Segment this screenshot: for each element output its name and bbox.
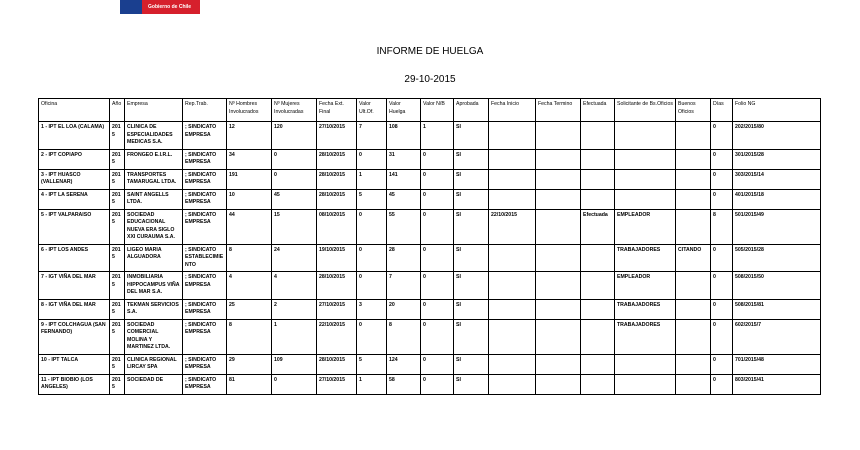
table-cell: 0 <box>357 319 387 354</box>
column-header: Aprobada <box>454 99 489 122</box>
table-cell: 1 <box>421 122 454 150</box>
table-cell: 124 <box>387 354 421 374</box>
table-cell <box>489 299 536 319</box>
table-row <box>39 319 821 354</box>
table-cell: 22/10/2015 <box>317 319 357 354</box>
table-cell: 0 <box>711 374 733 394</box>
table-cell: 4 - IPT LA SERENA <box>39 189 110 209</box>
table-cell: 2015 <box>110 149 125 169</box>
table-cell: 28 <box>387 244 421 272</box>
table-cell: 15 <box>272 209 317 244</box>
table-cell: 0 <box>421 272 454 300</box>
table-row <box>39 189 821 209</box>
table-cell: ; SINDICATO EMPRESA <box>183 374 227 394</box>
column-header: Fecha Inicio <box>489 99 536 122</box>
table-cell: 401/2015/18 <box>733 189 821 209</box>
table-cell <box>615 374 676 394</box>
table-cell: SOCIEDAD EDUCACIONAL NUEVA ERA SIGLO XXI CURAUMA S.A. <box>125 209 183 244</box>
table-row <box>39 272 821 300</box>
table-cell: EMPLEADOR <box>615 272 676 300</box>
table-cell: CLINICA REGIONAL LIRCAY SPA <box>125 354 183 374</box>
table-cell <box>615 122 676 150</box>
table-cell: INMOBILIARIA HIPPOCAMPUS VIÑA DEL MAR S.A. <box>125 272 183 300</box>
table-cell <box>489 189 536 209</box>
table-cell: 24 <box>272 244 317 272</box>
table-cell: SI <box>454 299 489 319</box>
table-cell: ; SINDICATO EMPRESA <box>183 169 227 189</box>
table-cell: 34 <box>227 149 272 169</box>
table-cell: 2015 <box>110 189 125 209</box>
table-cell: FRONGEO E.I.R.L. <box>125 149 183 169</box>
table-cell: 0 <box>357 244 387 272</box>
table-cell: 9 - IPT COLCHAGUA (SAN FERNANDO) <box>39 319 110 354</box>
table-cell: 12 <box>227 122 272 150</box>
table-cell: 2015 <box>110 209 125 244</box>
table-cell <box>581 299 615 319</box>
table-cell: 602/2015/7 <box>733 319 821 354</box>
table-cell: 58 <box>387 374 421 394</box>
table-cell: 44 <box>227 209 272 244</box>
table-cell: ; SINDICATO EMPRESA <box>183 122 227 150</box>
table-cell <box>536 272 581 300</box>
table-cell: ; SINDICATO EMPRESA <box>183 354 227 374</box>
table-cell: 4 <box>227 272 272 300</box>
table-cell: TRABAJADORES <box>615 319 676 354</box>
column-header: Nº Hombres Involucrados <box>227 99 272 122</box>
table-cell: 0 <box>421 189 454 209</box>
table-cell <box>581 122 615 150</box>
table-cell: 0 <box>711 244 733 272</box>
table-cell <box>581 272 615 300</box>
gobierno-logo <box>120 0 200 14</box>
table-cell <box>536 122 581 150</box>
table-cell: 0 <box>357 272 387 300</box>
table-cell <box>536 149 581 169</box>
table-row <box>39 244 821 272</box>
table-cell: SI <box>454 272 489 300</box>
table-cell: ; SINDICATO EMPRESA <box>183 149 227 169</box>
table-cell: 27/10/2015 <box>317 374 357 394</box>
column-header: Buenos Oficios <box>676 99 711 122</box>
table-cell: 191 <box>227 169 272 189</box>
table-cell: 19/10/2015 <box>317 244 357 272</box>
table-cell: 08/10/2015 <box>317 209 357 244</box>
table-cell: 7 - IGT VIÑA DEL MAR <box>39 272 110 300</box>
table-cell: 0 <box>421 374 454 394</box>
table-cell: 1 <box>357 374 387 394</box>
table-cell: SOCIEDAD DE <box>125 374 183 394</box>
table-cell: TRABAJADORES <box>615 299 676 319</box>
table-cell: 0 <box>421 209 454 244</box>
column-header: Año <box>110 99 125 122</box>
logo-text: Gobierno de Chile <box>148 4 192 10</box>
table-cell <box>581 319 615 354</box>
table-cell: 5 <box>357 189 387 209</box>
table-body <box>39 122 821 395</box>
table-cell: 108 <box>387 122 421 150</box>
table-cell <box>489 244 536 272</box>
table-cell: 27/10/2015 <box>317 299 357 319</box>
table-cell <box>676 169 711 189</box>
column-header: Valor Ult.Of. <box>357 99 387 122</box>
table-cell: 505/2015/28 <box>733 244 821 272</box>
table-cell: 22/10/2015 <box>489 209 536 244</box>
table-row <box>39 209 821 244</box>
table-cell: 0 <box>711 189 733 209</box>
table-cell: 0 <box>711 149 733 169</box>
column-header: Rep.Trab. <box>183 99 227 122</box>
table-cell: 0 <box>357 149 387 169</box>
table-cell: 0 <box>421 299 454 319</box>
table-cell <box>676 122 711 150</box>
table-cell: 0 <box>421 169 454 189</box>
table-cell: EMPLEADOR <box>615 209 676 244</box>
table-cell <box>581 149 615 169</box>
column-header: Efectuada <box>581 99 615 122</box>
table-cell <box>615 189 676 209</box>
table-cell: 29 <box>227 354 272 374</box>
table-cell: ; SINDICATO EMPRESA <box>183 189 227 209</box>
table-row <box>39 374 821 394</box>
table-cell: TRABAJADORES <box>615 244 676 272</box>
table-cell: 10 <box>227 189 272 209</box>
table-cell: 0 <box>421 354 454 374</box>
table-cell: SI <box>454 354 489 374</box>
table-row <box>39 354 821 374</box>
table-cell: 508/2015/50 <box>733 272 821 300</box>
table-cell: 8 - IGT VIÑA DEL MAR <box>39 299 110 319</box>
table-cell: SI <box>454 149 489 169</box>
column-header: Folio NG <box>733 99 821 122</box>
table-cell: ; SINDICATO EMPRESA <box>183 272 227 300</box>
table-cell: 8 <box>227 244 272 272</box>
table-row <box>39 299 821 319</box>
table-cell: 2015 <box>110 354 125 374</box>
table-cell: LIGEO MARIA ALGUADORA <box>125 244 183 272</box>
table-cell: 45 <box>272 189 317 209</box>
table-cell: 1 <box>272 319 317 354</box>
table-cell: TRANSPORTES TAMARUGAL LTDA. <box>125 169 183 189</box>
table-cell: 301/2015/28 <box>733 149 821 169</box>
table-cell: 0 <box>711 272 733 300</box>
table-cell: 2015 <box>110 299 125 319</box>
table-cell <box>536 189 581 209</box>
table-cell: 141 <box>387 169 421 189</box>
column-header: Empresa <box>125 99 183 122</box>
table-cell: Efectuada <box>581 209 615 244</box>
table-cell: ; SINDICATO EMPRESA <box>183 319 227 354</box>
table-cell <box>676 354 711 374</box>
table-cell <box>489 319 536 354</box>
table-cell: 20 <box>387 299 421 319</box>
table-cell <box>489 122 536 150</box>
table-cell: 6 - IPT LOS ANDES <box>39 244 110 272</box>
table-cell <box>536 354 581 374</box>
table-cell <box>536 299 581 319</box>
table-cell: SI <box>454 374 489 394</box>
table-cell <box>676 374 711 394</box>
table-cell <box>676 149 711 169</box>
column-header: Valor N/B <box>421 99 454 122</box>
table-cell: SOCIEDAD COMERCIAL MOLINA Y MARTINEZ LTDA. <box>125 319 183 354</box>
table-cell: 109 <box>272 354 317 374</box>
table-cell: 701/2015/48 <box>733 354 821 374</box>
table-cell <box>615 354 676 374</box>
table-cell: SI <box>454 244 489 272</box>
table-cell: 2015 <box>110 244 125 272</box>
table-cell: 0 <box>711 319 733 354</box>
strike-report-table <box>38 98 821 395</box>
table-cell <box>581 169 615 189</box>
table-cell: 25 <box>227 299 272 319</box>
table-cell: 0 <box>272 169 317 189</box>
table-cell: 28/10/2015 <box>317 189 357 209</box>
table-cell: 11 - IPT BIOBIO (LOS ANGELES) <box>39 374 110 394</box>
table-cell: SI <box>454 209 489 244</box>
table-cell: 8 <box>227 319 272 354</box>
table-cell <box>489 272 536 300</box>
table-cell: 2015 <box>110 319 125 354</box>
column-header: Valor Huelga <box>387 99 421 122</box>
table-cell: ; SINDICATO EMPRESA <box>183 299 227 319</box>
table-cell: 2 <box>272 299 317 319</box>
table-cell <box>676 209 711 244</box>
table-cell <box>676 319 711 354</box>
table-cell: 2015 <box>110 169 125 189</box>
table-cell: 1 - IPT EL LOA (CALAMA) <box>39 122 110 150</box>
table-cell: 3 - IPT HUASCO (VALLENAR) <box>39 169 110 189</box>
table-cell: 2 - IPT COPIAPO <box>39 149 110 169</box>
table-cell <box>676 272 711 300</box>
table-cell: 508/2015/81 <box>733 299 821 319</box>
table-cell <box>536 209 581 244</box>
column-header: Fecha Ext. Final <box>317 99 357 122</box>
table-cell: 27/10/2015 <box>317 122 357 150</box>
table-cell: SI <box>454 122 489 150</box>
table-cell: 303/2015/14 <box>733 169 821 189</box>
table-cell: 28/10/2015 <box>317 149 357 169</box>
table-cell: 0 <box>711 122 733 150</box>
table-cell <box>489 169 536 189</box>
table-cell: ; SINDICATO ESTABLECIMIENTO <box>183 244 227 272</box>
table-cell <box>536 319 581 354</box>
table-cell: 2015 <box>110 272 125 300</box>
table-cell: SI <box>454 319 489 354</box>
column-header: Días <box>711 99 733 122</box>
table-cell: 0 <box>421 319 454 354</box>
table-cell: 5 - IPT VALPARAISO <box>39 209 110 244</box>
table-cell <box>536 374 581 394</box>
table-header-row <box>39 99 821 122</box>
table-cell: CITANDO <box>676 244 711 272</box>
table-cell <box>489 354 536 374</box>
table-cell <box>489 149 536 169</box>
table-cell: 7 <box>387 272 421 300</box>
table-cell: 0 <box>272 374 317 394</box>
table-row <box>39 169 821 189</box>
table-cell: 0 <box>357 209 387 244</box>
table-cell: SI <box>454 169 489 189</box>
table-cell: SI <box>454 189 489 209</box>
table-cell <box>615 149 676 169</box>
table-cell <box>581 244 615 272</box>
table-cell <box>581 374 615 394</box>
table-cell: 2015 <box>110 122 125 150</box>
table-cell: 28/10/2015 <box>317 354 357 374</box>
table-cell: 28/10/2015 <box>317 169 357 189</box>
report-title: INFORME DE HUELGA <box>376 46 484 57</box>
table-cell: 55 <box>387 209 421 244</box>
table-cell <box>536 244 581 272</box>
table-cell: CLINICA DE ESPECIALIDADES MEDICAS S.A. <box>125 122 183 150</box>
column-header: Solicitante de Bs.Oficios <box>615 99 676 122</box>
table-cell: SAINT ANGELLS LTDA. <box>125 189 183 209</box>
column-header: Nº Mujeres Involucradas <box>272 99 317 122</box>
table-cell: 0 <box>711 299 733 319</box>
table-cell: 0 <box>711 169 733 189</box>
table-cell: 4 <box>272 272 317 300</box>
table-cell <box>536 169 581 189</box>
table-cell: 7 <box>357 122 387 150</box>
table-cell: 10 - IPT TALCA <box>39 354 110 374</box>
table-cell: 120 <box>272 122 317 150</box>
table-cell: 81 <box>227 374 272 394</box>
table-cell <box>581 354 615 374</box>
table-cell: 28/10/2015 <box>317 272 357 300</box>
table-cell: 31 <box>387 149 421 169</box>
column-header: Fecha Termino <box>536 99 581 122</box>
table-cell <box>581 189 615 209</box>
table-cell: 0 <box>711 354 733 374</box>
table-cell: 0 <box>272 149 317 169</box>
table-cell: 0 <box>421 149 454 169</box>
table-cell <box>615 169 676 189</box>
table-cell: 202/2015/80 <box>733 122 821 150</box>
table-cell: 1 <box>357 169 387 189</box>
report-date: 29-10-2015 <box>404 74 456 85</box>
table-cell: 2015 <box>110 374 125 394</box>
table-cell: 8 <box>387 319 421 354</box>
table-cell: 501/2015/49 <box>733 209 821 244</box>
table-cell: 803/2015/41 <box>733 374 821 394</box>
table-cell: 0 <box>421 244 454 272</box>
table-cell: ; SINDICATO EMPRESA <box>183 209 227 244</box>
logo-blue-block <box>120 0 142 14</box>
table-cell: 3 <box>357 299 387 319</box>
table-row <box>39 149 821 169</box>
table-cell: TEKMAN SERVICIOS S.A. <box>125 299 183 319</box>
table-cell: 8 <box>711 209 733 244</box>
table-cell <box>676 189 711 209</box>
table-cell <box>489 374 536 394</box>
column-header: Oficina <box>39 99 110 122</box>
table-cell: 5 <box>357 354 387 374</box>
table-cell: 45 <box>387 189 421 209</box>
table-row <box>39 122 821 150</box>
table-cell <box>676 299 711 319</box>
